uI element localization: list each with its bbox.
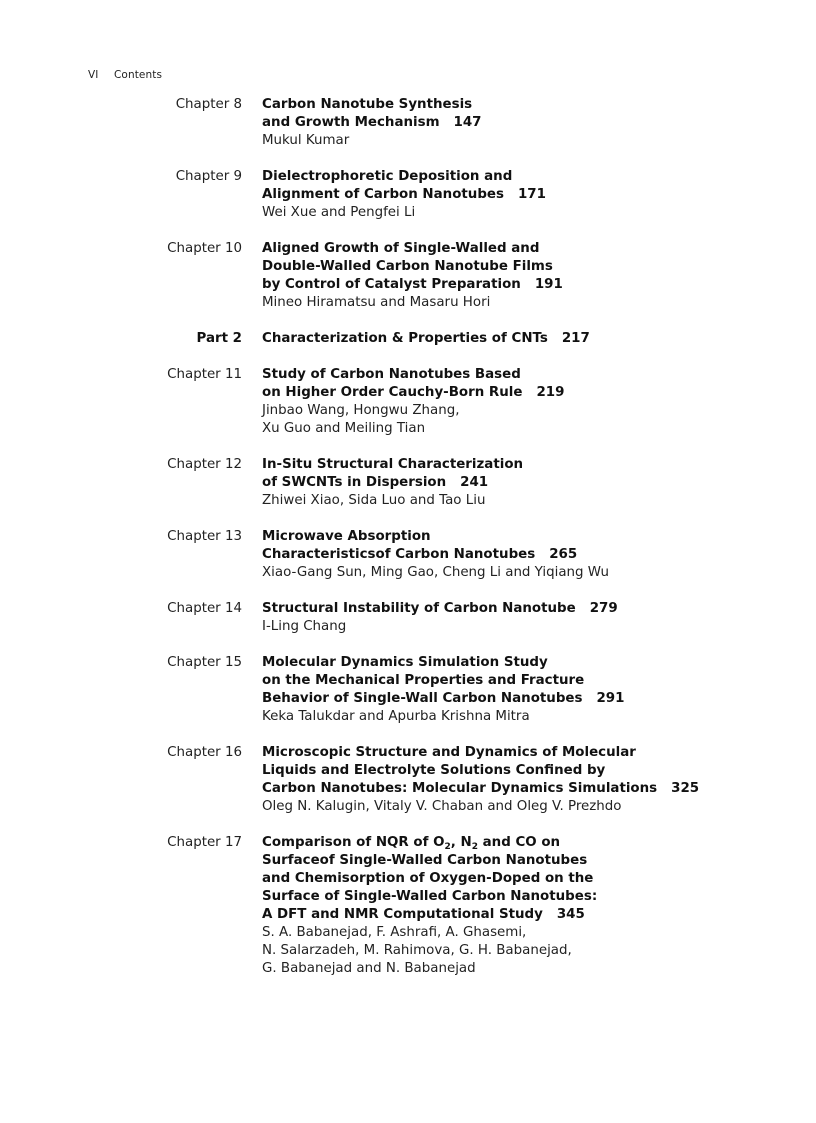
page-number: 345: [556, 907, 585, 922]
entry-title-line: Comparison of NQR of $O_2$, $N_2$ and CO on: [262, 835, 561, 852]
page-number: 325: [671, 781, 700, 796]
chapter-label: Chapter 10: [167, 241, 242, 256]
chapter-entry: [0, 240, 816, 312]
entry-title-line: A DFT and NMR Computational Study 345: [262, 907, 585, 922]
chapter-label: Chapter 8: [175, 97, 242, 112]
entry-title-line: Carbon Nanotube Synthesis: [262, 97, 473, 112]
page-number: 279: [589, 601, 618, 616]
page-number: 191: [534, 277, 563, 292]
entry-title-line: Aligned Growth of Single-Walled and: [262, 241, 540, 256]
page-folio: VI: [88, 69, 99, 81]
entry-title-line: Alignment of Carbon Nanotubes 171: [262, 187, 546, 202]
entry-title-line: Study of Carbon Nanotubes Based: [262, 367, 521, 382]
part-entry: [0, 330, 816, 348]
chapter-entry: [0, 96, 816, 150]
entry-authors: Xu Guo and Meiling Tian: [262, 421, 426, 436]
running-head: [88, 69, 162, 81]
entry-title-line: In-Situ Structural Characterization: [262, 457, 524, 472]
chapter-label: Chapter 15: [167, 655, 242, 670]
page-number: 241: [460, 475, 489, 490]
entry-body: [262, 96, 792, 150]
entry-title-line: Characterization & Properties of CNTs 217: [262, 331, 590, 346]
entry-title-line: Microwave Absorption: [262, 529, 431, 544]
entry-authors: Wei Xue and Pengfei Li: [262, 205, 416, 220]
entry-authors: I-Ling Chang: [262, 619, 347, 634]
entry-authors: Mineo Hiramatsu and Masaru Hori: [262, 295, 491, 310]
entry-title-line: Surfaceof Single-Walled Carbon Nanotubes: [262, 853, 588, 868]
chapter-label: Chapter 12: [167, 457, 242, 472]
entry-title-line: Liquids and Electrolyte Solutions Confined by: [262, 763, 606, 778]
entry-title-line: Structural Instability of Carbon Nanotube 279: [262, 601, 618, 616]
page-number: 219: [536, 385, 565, 400]
chapter-entry: [0, 654, 816, 726]
entry-title-line: and Chemisorption of Oxygen-Doped on the: [262, 871, 594, 886]
chapter-entry: [0, 834, 816, 978]
entry-authors: Mukul Kumar: [262, 133, 350, 148]
entry-title-line: and Growth Mechanism 147: [262, 115, 482, 130]
entry-authors: Xiao-Gang Sun, Ming Gao, Cheng Li and Yiqiang Wu: [262, 565, 610, 580]
entry-title-line: by Control of Catalyst Preparation 191: [262, 277, 563, 292]
entry-title-line: Carbon Nanotubes: Molecular Dynamics Simulations 325: [262, 781, 700, 796]
entry-authors: Oleg N. Kalugin, Vitaly V. Chaban and Oleg V. Prezhdo: [262, 799, 622, 814]
entry-body: [262, 240, 792, 312]
entry-title-line: Dielectrophoretic Deposition and: [262, 169, 513, 184]
page-number: 217: [561, 331, 590, 346]
entry-title-line: Surface of Single-Walled Carbon Nanotubes:: [262, 889, 598, 904]
chapter-entry: [0, 168, 816, 222]
chapter-label: Chapter 9: [175, 169, 242, 184]
chapter-label: Chapter 17: [167, 835, 242, 850]
chapter-label: Chapter 14: [167, 601, 242, 616]
chapter-entry: [0, 744, 816, 816]
entry-title-line: Molecular Dynamics Simulation Study: [262, 655, 548, 670]
page-number: 265: [549, 547, 578, 562]
entry-title-line: Double-Walled Carbon Nanotube Films: [262, 259, 553, 274]
entry-body: [262, 600, 792, 636]
chapter-entry: [0, 528, 816, 582]
entry-title-line: Characteristicsof Carbon Nanotubes 265: [262, 547, 578, 562]
entry-body: [262, 168, 792, 222]
entry-title-line: on the Mechanical Properties and Fracture: [262, 673, 585, 688]
chapter-entry: [0, 456, 816, 510]
part-label: Part 2: [196, 331, 242, 346]
chapter-label: Chapter 13: [167, 529, 242, 544]
chapter-entry: [0, 366, 816, 438]
entry-body: [262, 528, 792, 582]
entry-title-line: of SWCNTs in Dispersion 241: [262, 475, 489, 490]
table-of-contents: [0, 96, 816, 978]
entry-authors: Zhiwei Xiao, Sida Luo and Tao Liu: [262, 493, 486, 508]
entry-body: [262, 366, 792, 438]
entry-body: [262, 834, 792, 978]
entry-body: [262, 654, 792, 726]
running-head-title: Contents: [114, 69, 163, 81]
entry-title-line: Behavior of Single-Wall Carbon Nanotubes 291: [262, 691, 625, 706]
entry-authors: S. A. Babanejad, F. Ashrafi, A. Ghasemi,: [262, 925, 527, 940]
page-number: 171: [517, 187, 546, 202]
page-number: 291: [596, 691, 625, 706]
chapter-entry: [0, 600, 816, 636]
entry-body: [262, 744, 792, 816]
entry-authors: N. Salarzadeh, M. Rahimova, G. H. Babanejad,: [262, 943, 572, 958]
chapter-label: Chapter 16: [167, 745, 242, 760]
entry-authors: G. Babanejad and N. Babanejad: [262, 961, 476, 976]
entry-authors: Keka Talukdar and Apurba Krishna Mitra: [262, 709, 530, 724]
entry-authors: Jinbao Wang, Hongwu Zhang,: [262, 403, 460, 418]
entry-title-line: Microscopic Structure and Dynamics of Molecular: [262, 745, 636, 760]
entry-title-line: on Higher Order Cauchy-Born Rule 219: [262, 385, 565, 400]
entry-body: [262, 456, 792, 510]
chapter-label: Chapter 11: [167, 367, 242, 382]
entry-body: [262, 330, 792, 348]
page-number: 147: [453, 115, 482, 130]
